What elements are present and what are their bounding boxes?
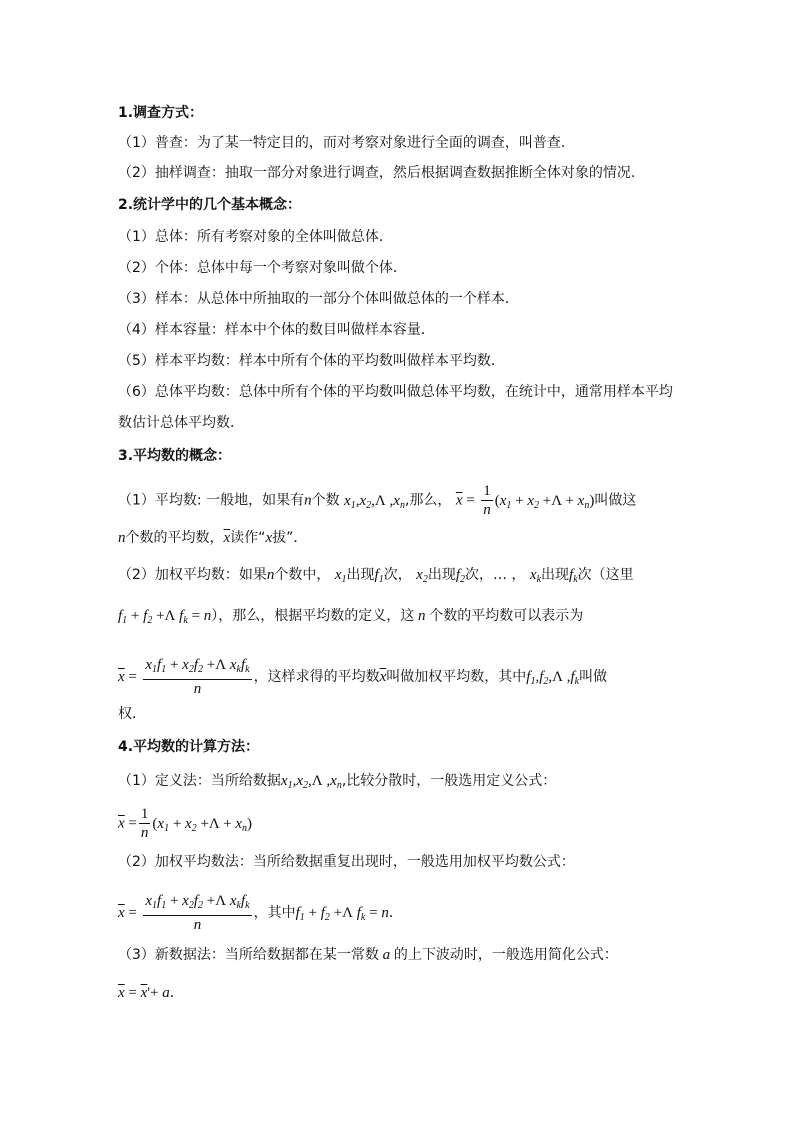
s3-p1-tail: 叫做这: [594, 492, 637, 509]
math-simplified-formula: $\overline{x} = \overline{x}'+ a$: [118, 985, 170, 1001]
s2-item-3: （3）样本：从总体中所抽取的一部分个体叫做总体的一个样本．: [118, 291, 519, 307]
math-x1: $x_1$: [334, 567, 347, 585]
section-3-title: 3.平均数的概念：: [118, 448, 232, 464]
s3-p2-f: 次，… ，: [465, 567, 526, 583]
math-n: n: [414, 608, 430, 624]
s4-m2-tail-a: ，其中: [253, 905, 296, 921]
math-xbar: $\overline{x}$: [223, 530, 231, 546]
s3-item-2-line1: [118, 565, 634, 590]
s3-p1-line2a: 个数的平均数，: [125, 530, 224, 546]
s3-p2-line3a: ，这样求得的平均数: [253, 669, 380, 685]
math-f-sum-eq-n: $f_1 + f_2 +\Lambda$ $f_k = n$: [118, 608, 212, 626]
s4-m3b: 的上下波动时，一般选用简化公式：: [393, 947, 618, 963]
s4-m1b: ,比较分散时，一般选用定义公式：: [341, 773, 557, 789]
s3-p1-intro: （1）平均数: 一般地，如果有: [118, 492, 305, 509]
section-2-title: 2.统计学中的几个基本概念：: [118, 197, 302, 213]
s2-item-6a: （6）总体平均数：总体中所有个体的平均数叫做总体平均数，在统计中，通常用样本平均: [118, 384, 673, 400]
math-f2: $f_2$: [455, 567, 466, 585]
s2-item-2: （2）个体：总体中每一个考察对象叫做个体．: [118, 260, 407, 276]
section-4-title: 4.平均数的计算方法：: [118, 739, 260, 755]
math-xk: $x_k$: [529, 567, 542, 585]
math-n: n: [266, 567, 275, 583]
math-xbar: $\overline{x}$ =: [118, 669, 137, 685]
s3-item-1-line1: [118, 482, 636, 519]
s1-item-1: （1）普查：为了某一特定目的，而对考察对象进行全面的调查，叫普查.: [118, 135, 566, 151]
s3-p2-line3c: 叫做: [579, 669, 608, 685]
s2-item-6b: 数估计总体平均数．: [118, 415, 244, 431]
s4-m3a: （3）新数据法：当所给数据都在某一常数: [118, 947, 379, 963]
s4-item-1-formula: [118, 805, 252, 842]
math-xbar: $\overline{x}$ =: [118, 815, 137, 832]
s3-p2-e: 出现: [427, 567, 456, 583]
s3-p2-c: 出现: [346, 567, 375, 583]
math-x: x: [265, 530, 273, 546]
math-weighted-fraction: $\frac{x_1f_1 + x_2f_2 +\Lambda x_kf_k}{n}$: [145, 893, 250, 933]
s4-item-2: （2）加权平均数法：当所给数据重复出现时，一般选用加权平均数公式：: [118, 854, 575, 870]
s3-item-1-line2: [118, 528, 307, 548]
s2-item-1: （1）总体：所有考察对象的全体叫做总体．: [118, 229, 393, 245]
math-fraction-1-over-n: $\frac{1}{n}$: [140, 806, 149, 841]
s3-p2-line3b: 叫做加权平均数，其中: [386, 669, 527, 685]
s2-item-5: （5）样本平均数：样本中所有个体的平均数叫做样本平均数．: [118, 353, 505, 369]
math-f-list: $f_1,f_2,\Lambda$ $,f_k$: [526, 669, 580, 687]
s3-p2-g: 出现: [541, 567, 570, 583]
s2-item-4: （4）样本容量：样本中个体的数目叫做样本容量．: [118, 322, 435, 338]
math-sum: $(x_1 + x_2 +\Lambda + x_n)$: [152, 815, 253, 834]
math-x2: $x_2$: [416, 567, 428, 585]
math-xbar: $\overline{x}$ =: [118, 905, 137, 921]
s3-p2-line2b: 个数的平均数可以表示为: [429, 608, 584, 624]
s3-p1-mid1: 个数: [311, 492, 340, 509]
math-f-sum-eq-n: $f_1 + f_2 +\Lambda$ $f_k = n$: [295, 905, 389, 923]
s3-p2-b: 个数中，: [274, 567, 331, 583]
s3-p2-h: 次（这里: [577, 567, 634, 583]
s4-item-3: [118, 945, 618, 965]
section-1-title: 1.调查方式：: [118, 105, 204, 121]
math-sum: $(x_1 + x_2 +\Lambda + x_n)$: [494, 492, 595, 511]
math-fraction-1-over-n: $\frac{1}{n}$: [483, 483, 491, 518]
s4-item-2-formula: [118, 892, 403, 934]
s3-p2-d: 次，: [383, 567, 412, 583]
math-fk: $f_k$: [569, 567, 578, 585]
s3-p2-line2a: ），那么，根据平均数的定义，这: [211, 608, 415, 624]
math-x-list: $x_1,x_2,\Lambda$ $,x_n$: [344, 492, 405, 511]
s1-item-2: （2）抽样调查：抽取一部分对象进行调查，然后根据调查数据推断全体对象的情况.: [118, 165, 636, 181]
s3-item-2-line2: [118, 606, 583, 631]
math-n: n: [118, 530, 126, 546]
s3-item-2-line4: 权．: [118, 706, 146, 722]
s3-item-2-line3: [118, 656, 607, 698]
math-xbar: $\overline{x}$: [379, 669, 387, 685]
math-f1: $f_1$: [374, 567, 384, 585]
s3-p1-line2c: 拔”．: [272, 530, 308, 546]
s4-item-1-line1: [118, 771, 556, 796]
s3-p1-line2b: 读作“: [230, 530, 266, 546]
s3-p2-a: （2）加权平均数：如果: [118, 567, 267, 583]
s4-m1a: （1）定义法：当所给数据: [118, 773, 281, 789]
math-a: a: [378, 947, 394, 963]
s4-item-3-formula: [118, 983, 184, 1003]
math-weighted-fraction: $\frac{x_1f_1 + x_2f_2 +\Lambda x_kf_k}{n}$: [145, 657, 250, 697]
math-n: n: [304, 492, 312, 509]
s4-m2-tail-b: ．: [388, 905, 403, 921]
math-x-list: $x_1,x_2,\Lambda$ $,x_n$: [280, 773, 342, 791]
s4-m3-tail: ．: [169, 985, 184, 1001]
math-xbar: $\overline{x}$ =: [455, 492, 475, 509]
s3-p1-mid2: ,那么，: [404, 492, 452, 509]
